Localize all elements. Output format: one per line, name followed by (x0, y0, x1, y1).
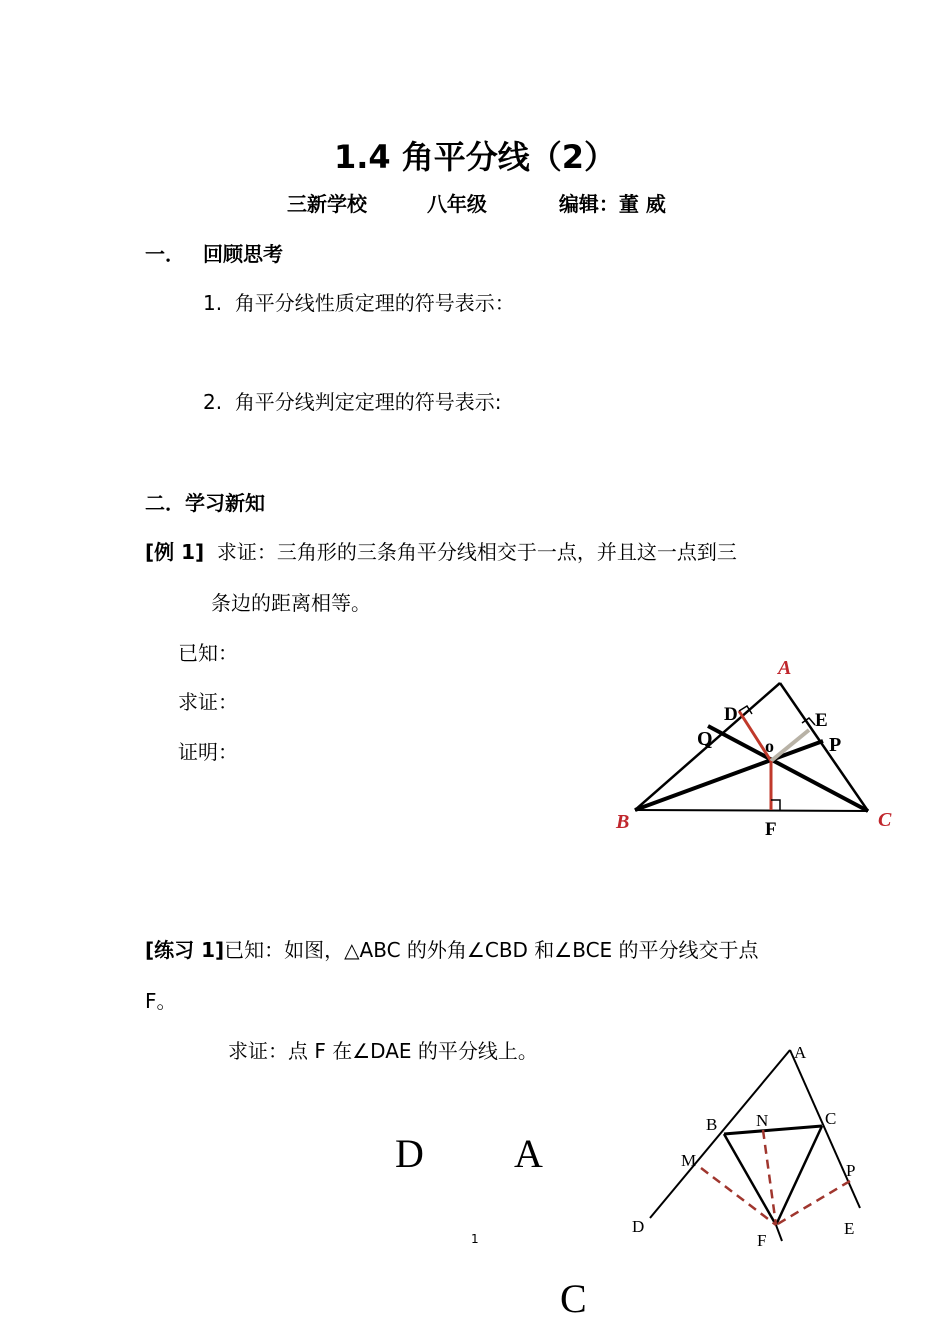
side-bc (724, 1126, 822, 1134)
point-label-d: D (632, 1217, 645, 1236)
bisector-bp (635, 741, 823, 810)
point-label-p: P (829, 734, 842, 756)
vertex-label-a: A (778, 657, 792, 679)
stray-letter-c: C (560, 1276, 587, 1321)
point-label-e: E (844, 1219, 855, 1238)
point-label-b: B (706, 1115, 718, 1134)
point-label-o: o (765, 736, 774, 756)
point-label-a: A (794, 1043, 807, 1062)
review-item-text: 角平分线性质定理的符号表示： (234, 291, 515, 315)
perp-oe (771, 730, 809, 761)
point-label-d: D (724, 704, 738, 725)
point-label-q: Q (697, 728, 713, 750)
review-item-2 (203, 386, 502, 415)
point-label-c: C (825, 1109, 837, 1128)
section2-heading: 二．学习新知 (145, 491, 265, 515)
review-item-num: 1. (203, 291, 223, 315)
practice1-line1 (145, 934, 759, 963)
figure-exterior-bisectors (620, 1038, 880, 1258)
extension-f (776, 1225, 782, 1241)
stray-letter-a: A (514, 1131, 543, 1176)
page-title: 1.4 角平分线（2） (333, 138, 617, 176)
section1-heading: 回顾思考 (203, 242, 283, 266)
known-label: 已知： (178, 641, 238, 665)
point-label-m: M (681, 1151, 697, 1170)
point-label-n: N (756, 1111, 769, 1130)
point-label-f: F (765, 819, 777, 840)
point-label-f: F (757, 1231, 767, 1250)
page-number: 1 (471, 1232, 479, 1246)
segment-cf (776, 1126, 822, 1225)
prove-label: 求证： (178, 690, 238, 714)
review-item-1 (203, 287, 515, 316)
grade-label: 八年级 (426, 192, 487, 216)
side-ac (780, 683, 868, 811)
proof-label: 证明： (178, 740, 238, 764)
vertex-label-c: C (878, 809, 892, 831)
point-label-p: P (846, 1161, 856, 1180)
section1-label: 一． (145, 242, 185, 266)
school-name: 三新学校 (287, 192, 367, 216)
stray-letter-d: D (395, 1131, 424, 1176)
figure-triangle-bisectors (610, 650, 910, 850)
vertex-label-b: B (616, 811, 630, 833)
practice1-line2: F。 (145, 989, 177, 1013)
practice1-statement: 已知：如图，△ABC 的外角∠CBD 和∠BCE 的平分线交于点 (224, 938, 759, 962)
example1-tag: [例 1] (145, 540, 205, 564)
subtitle (287, 188, 666, 217)
segment-bf (724, 1134, 776, 1225)
point-label-e: E (815, 710, 828, 731)
line-ad (650, 1050, 790, 1218)
dashed-fm (701, 1168, 776, 1225)
dashed-fn (763, 1130, 776, 1225)
example1-line2: 条边的距离相等。 (211, 591, 371, 615)
practice1-prove: 求证：点 F 在∠DAE 的平分线上。 (228, 1039, 538, 1063)
editor-label: 编辑：董 威 (558, 192, 666, 216)
review-item-num: 2. (203, 390, 223, 414)
review-item-text: 角平分线判定定理的符号表示: (234, 390, 502, 414)
side-bc (635, 810, 868, 811)
bisector-cq (708, 726, 868, 811)
example1-line1 (145, 536, 737, 565)
example1-statement: 求证：三角形的三条角平分线相交于一点，并且这一点到三 (216, 540, 737, 564)
practice1-tag: [练习 1] (145, 938, 225, 962)
